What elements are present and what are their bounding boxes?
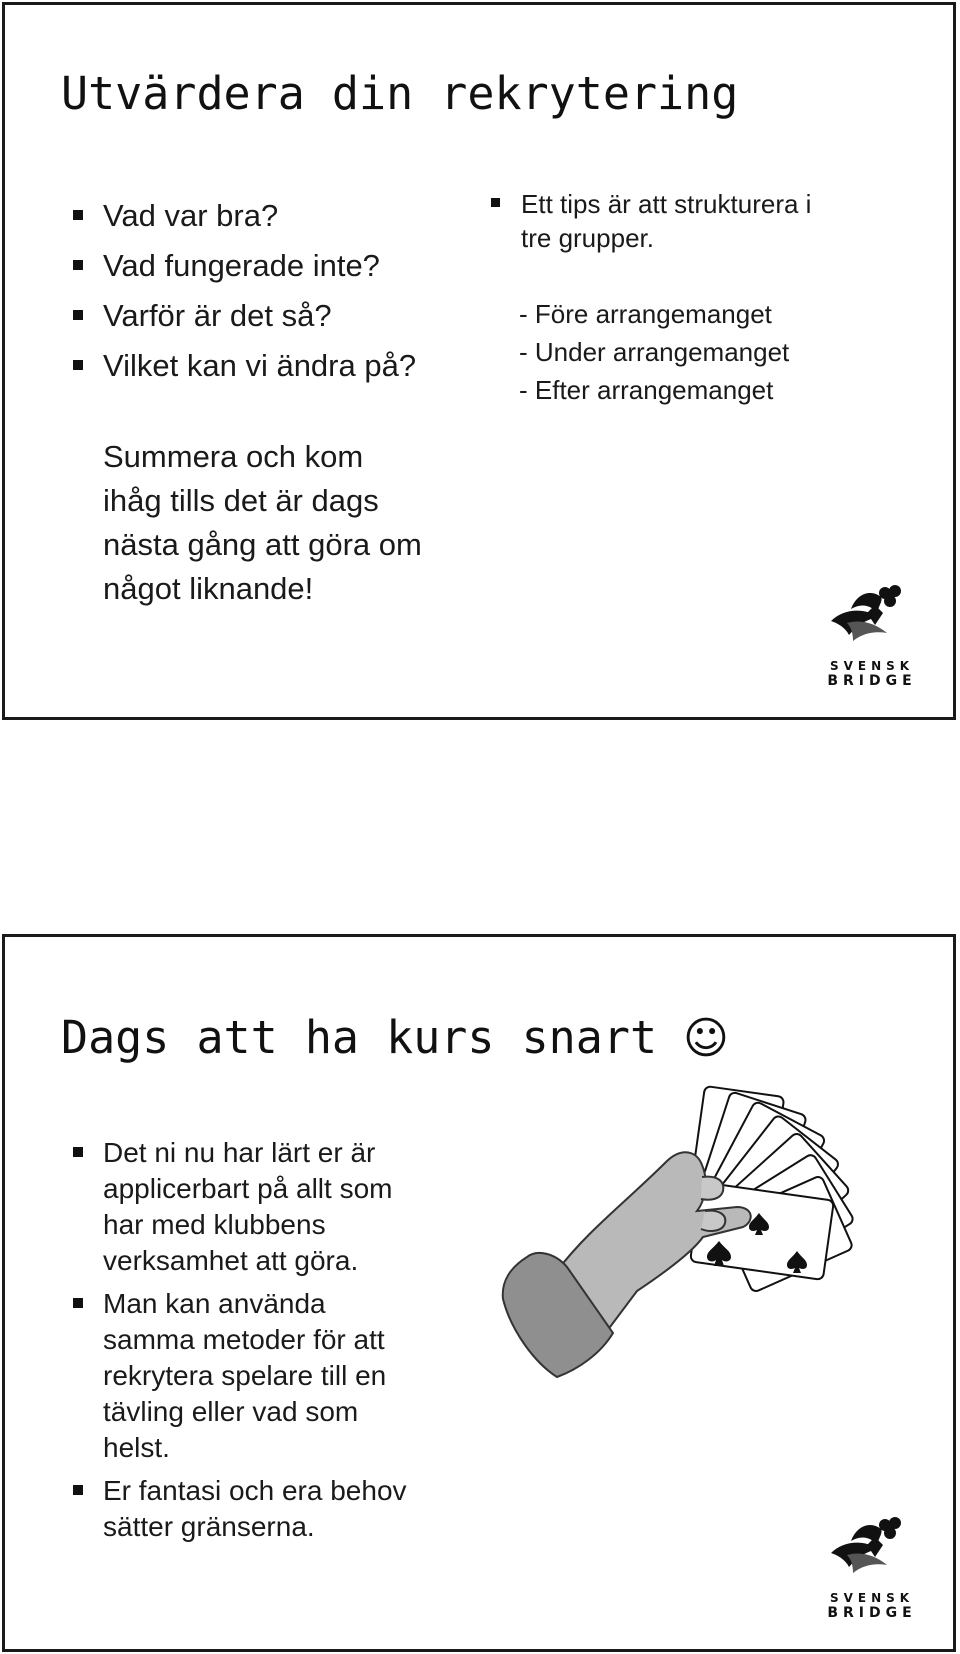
bullet-text: rekrytera spelare till en [103, 1360, 387, 1391]
bullet-square-icon [73, 260, 83, 270]
slide-course [2, 934, 956, 1652]
bullet-text: applicerbart på allt som [103, 1173, 393, 1204]
hand-with-cards-illustration [497, 1081, 867, 1381]
slide1-right-bullet [483, 187, 811, 255]
bullet-text: helst. [103, 1432, 170, 1463]
logo-suits-icon [827, 1517, 917, 1589]
svensk-bridge-logo [827, 1517, 917, 1621]
summary-line: ihåg tills det är dags [103, 483, 379, 518]
bullet-item [61, 341, 416, 391]
phase-groups [519, 295, 789, 409]
bullet-text: verksamhet att göra. [103, 1245, 359, 1276]
bullet-item [61, 191, 416, 241]
bullet-item [61, 1286, 481, 1466]
bullet-text: sätter gränserna. [103, 1511, 315, 1542]
bullet-item [61, 1473, 481, 1545]
bullet-square-icon [73, 210, 83, 220]
bullet-item [61, 1135, 481, 1279]
bullet-text: Vad fungerade inte? [103, 248, 380, 283]
slide2-bullets [61, 1135, 481, 1545]
phase-group: - Under arrangemanget [519, 337, 790, 367]
bullet-text: tävling eller vad som [103, 1396, 359, 1427]
logo-text-bridge: BRIDGE [827, 673, 917, 689]
slide1-left-bullets [61, 191, 416, 391]
bullet-square-icon [73, 1147, 83, 1157]
slide2-title [61, 1011, 729, 1064]
summary-line: Summera och kom [103, 439, 364, 474]
svensk-bridge-logo [827, 585, 917, 689]
bullet-item [61, 291, 416, 341]
bullet-item [61, 241, 416, 291]
summary-line: nästa gång att göra om [103, 527, 422, 562]
bullet-square-icon [491, 198, 500, 207]
phase-group: - Före arrangemanget [519, 299, 772, 329]
bullet-square-icon [73, 1298, 83, 1308]
bullet-item [483, 187, 811, 255]
bullet-square-icon [73, 310, 83, 320]
bullet-text: tre grupper. [521, 223, 654, 253]
logo-text-svensk: SVENSK [829, 659, 915, 673]
summary-line: något liknande! [103, 571, 314, 606]
logo-text-svensk: SVENSK [829, 1591, 915, 1605]
logo-suits-icon [827, 585, 917, 657]
phase-group: - Efter arrangemanget [519, 375, 774, 405]
bullet-text: samma metoder för att [103, 1324, 385, 1355]
bullet-text: Er fantasi och era behov [103, 1475, 407, 1506]
smiley-icon: ☺ [683, 1013, 729, 1064]
bullet-text: Varför är det så? [103, 298, 332, 333]
bullet-text: Det ni nu har lärt er är [103, 1137, 376, 1168]
bullet-text: Man kan använda [103, 1288, 326, 1319]
summary-text [103, 435, 422, 611]
slide2-title-text: Dags att ha kurs snart [61, 1011, 658, 1064]
slide1-title: Utvärdera din rekrytering [61, 67, 739, 120]
bullet-text: har med klubbens [103, 1209, 326, 1240]
bullet-text: Ett tips är att strukturera i [521, 189, 812, 219]
slide-evaluate [2, 2, 956, 720]
bullet-square-icon [73, 360, 83, 370]
bullet-square-icon [73, 1485, 83, 1495]
bullet-text: Vilket kan vi ändra på? [103, 348, 417, 383]
bullet-text: Vad var bra? [103, 198, 279, 233]
logo-text-bridge: BRIDGE [827, 1605, 917, 1621]
